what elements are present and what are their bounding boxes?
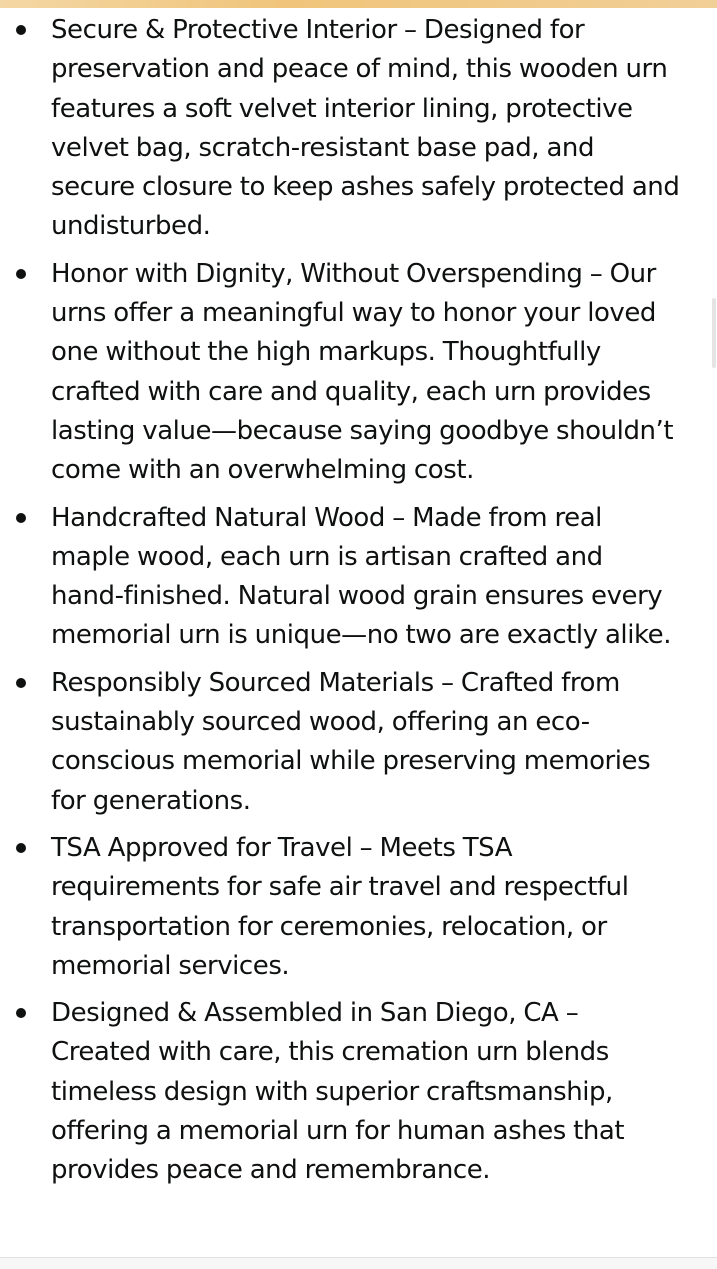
feature-bullet-item — [0, 994, 700, 1190]
feature-bullet-item — [0, 664, 700, 821]
feature-bullet-item — [0, 829, 700, 986]
feature-bullet-item — [0, 11, 700, 247]
product-description-scroll-area[interactable] — [0, 8, 717, 1257]
bottom-browser-bar — [0, 1257, 717, 1269]
top-accent-bar — [0, 0, 717, 8]
bullet-dot-icon — [16, 1008, 26, 1018]
bullet-dot-icon — [16, 269, 26, 279]
bullet-dot-icon — [16, 25, 26, 35]
feature-bullet-list — [0, 11, 700, 1199]
scrollbar-thumb[interactable] — [712, 298, 716, 368]
feature-bullet-text: Honor with Dignity, Without Overspending – Our urns offer a meaningful way to honor your loved one without the high markups. Thoughtfully crafted with care and quality, each urn provides lasting value—because saying goodbye shouldn’t come with an overwhelming cost. — [51, 258, 674, 486]
feature-bullet-item — [0, 255, 700, 491]
bullet-dot-icon — [16, 678, 26, 688]
bullet-dot-icon — [16, 843, 26, 853]
feature-bullet-item — [0, 499, 700, 656]
bullet-dot-icon — [16, 513, 26, 523]
feature-bullet-text: Handcrafted Natural Wood – Made from real maple wood, each urn is artisan crafted and hand-finished. Natural wood grain ensures every memorial urn is unique—no two are exactly alike. — [51, 502, 672, 651]
feature-bullet-text: TSA Approved for Travel – Meets TSA requirements for safe air travel and respectful transportation for ceremonies, relocation, or memorial services. — [51, 832, 629, 981]
feature-bullet-text: Secure & Protective Interior – Designed for preservation and peace of mind, this wooden urn features a soft velvet interior lining, protective velvet bag, scratch-resistant base pad, and secure closure to keep ashes safely protected and undisturbed. — [51, 15, 680, 242]
feature-bullet-text: Responsibly Sourced Materials – Crafted from sustainably sourced wood, offering an eco-conscious memorial while preserving memories for generations. — [51, 667, 651, 816]
feature-bullet-text: Designed & Assembled in San Diego, CA – Created with care, this cremation urn blends timeless design with superior craftsmanship, offering a memorial urn for human ashes that provides peace and remembrance. — [51, 998, 625, 1186]
